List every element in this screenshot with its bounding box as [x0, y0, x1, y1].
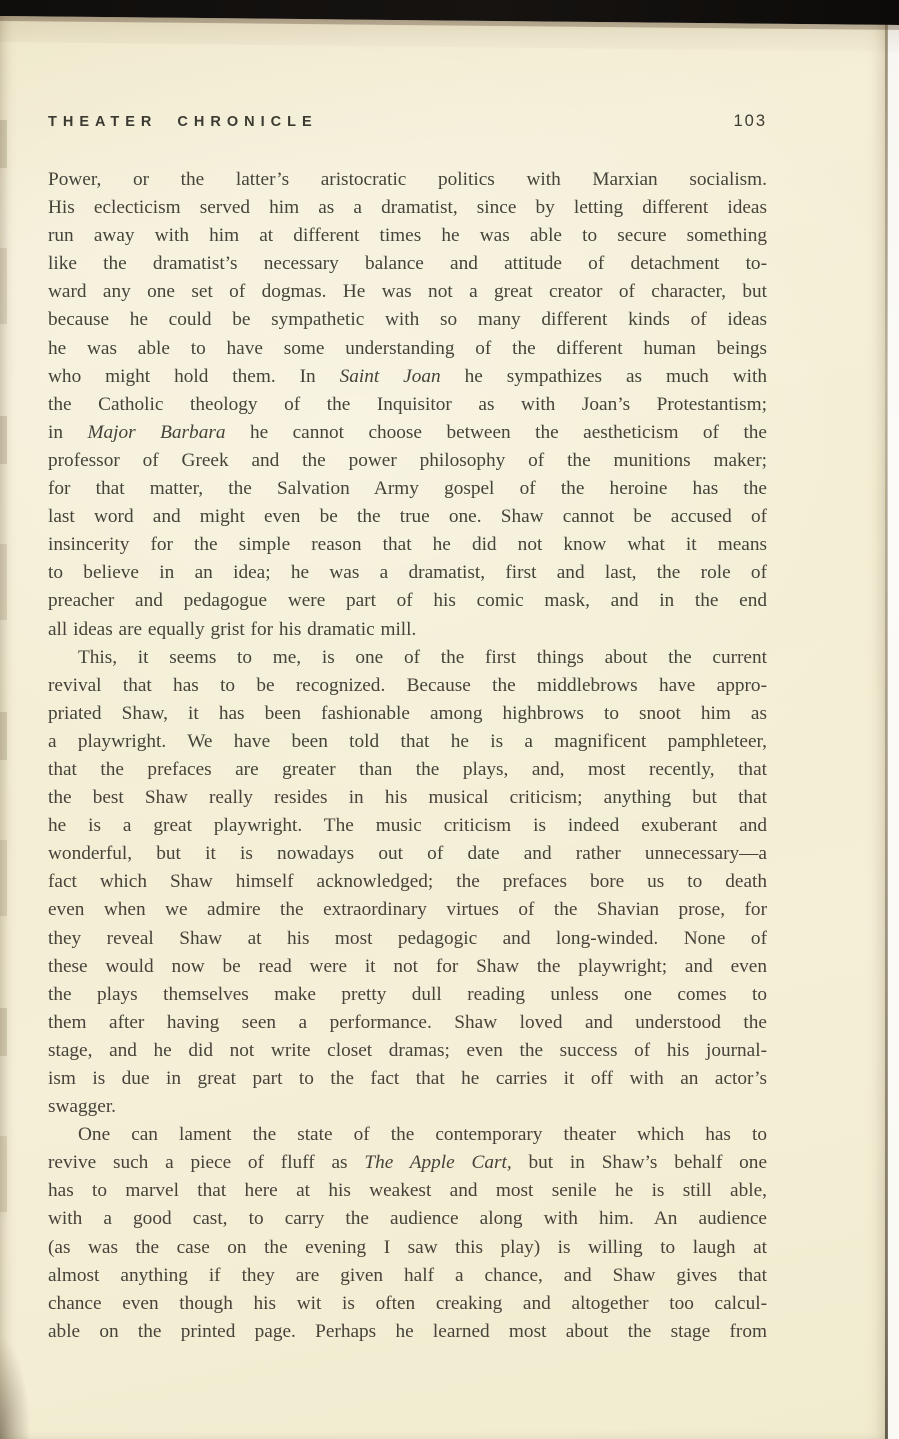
text-segment: wonderful, but it is nowadays out of date and rather unnecessary—a [48, 843, 767, 865]
text-segment: revival that has to be recognized. Because the middlebrows have appro- [48, 674, 767, 696]
text-line [48, 1290, 767, 1318]
text-line [48, 1205, 767, 1233]
text-segment: insincerity for the simple reason that he did not know what it means [48, 534, 767, 556]
text-line [48, 587, 767, 615]
text-line [48, 391, 767, 419]
text-line [48, 166, 767, 194]
text-line [48, 1121, 767, 1149]
text-line [48, 1234, 767, 1262]
running-header [48, 112, 767, 131]
text-segment: chance even though his wit is often creaking and altogether too calcul- [48, 1292, 767, 1314]
italic-text: The Apple Cart, [364, 1152, 512, 1174]
text-line [48, 475, 767, 503]
text-segment: professor of Greek and the power philosophy of the munitions maker; [48, 449, 767, 471]
text-segment: like the dramatist’s necessary balance and attitude of detachment to- [48, 253, 767, 275]
scan-left-blemishes [0, 120, 7, 1220]
text-line [48, 1262, 767, 1290]
text-line [48, 981, 767, 1009]
text-line [48, 644, 767, 672]
text-line [48, 250, 767, 278]
text-segment: Power, or the latter’s aristocratic politics with Marxian socialism. [48, 169, 767, 190]
italic-text: Saint Joan [339, 365, 441, 387]
text-line [48, 222, 767, 250]
text-line [48, 1093, 767, 1121]
text-segment: in [48, 421, 88, 443]
italic-text: Major Barbara [87, 421, 226, 443]
text-segment: priated Shaw, it has been fashionable among highbrows to snoot him as [48, 702, 767, 724]
text-segment: he is a great playwright. The music criticism is indeed exuberant and [48, 815, 767, 837]
text-line [48, 812, 767, 840]
text-line [48, 1318, 767, 1346]
text-segment: preacher and pedagogue were part of his comic mask, and in the end [48, 590, 767, 612]
text-line [48, 1177, 767, 1205]
text-segment: ism is due in great part to the fact that he carries it off with an actor’s [48, 1068, 767, 1089]
text-segment: who might hold them. In [48, 365, 340, 387]
text-line [48, 419, 767, 447]
text-segment: the best Shaw really resides in his musical criticism; anything but that [48, 787, 767, 809]
paragraph [48, 1121, 767, 1346]
text-line [48, 953, 767, 981]
running-head-title: THEATER CHRONICLE [48, 114, 318, 130]
text-segment: he sympathizes as much with [440, 365, 767, 387]
text-line [48, 868, 767, 896]
text-line [48, 1065, 767, 1093]
text-segment: all ideas are equally grist for his dramatic mill. [48, 618, 417, 640]
body-text [48, 166, 767, 1346]
text-line [48, 700, 767, 728]
text-segment: them after having seen a performance. Shaw loved and understood the [48, 1011, 767, 1033]
text-segment: that the prefaces are greater than the plays, and, most recently, that [48, 758, 767, 780]
text-line [48, 531, 767, 559]
text-segment: he was able to have some understanding of the different human beings [48, 337, 767, 359]
text-line [48, 306, 767, 334]
text-line [48, 896, 767, 924]
text-line [48, 756, 767, 784]
paragraph [48, 166, 767, 644]
text-line [48, 728, 767, 756]
text-segment: swagger. [48, 1096, 117, 1118]
text-segment: able on the printed page. Perhaps he learned most about the stage from [48, 1320, 767, 1342]
text-segment: to believe in an idea; he was a dramatist, first and last, the role of [48, 562, 767, 584]
text-segment: they reveal Shaw at his most pedagogic and long-winded. None of [48, 927, 767, 949]
page-edge-backdrop [887, 22, 899, 1439]
page-number: 103 [733, 112, 767, 130]
text-segment: fact which Shaw himself acknowledged; the prefaces bore us to death [48, 871, 767, 893]
text-line [48, 616, 767, 644]
text-segment: run away with him at different times he was able to secure something [48, 225, 767, 247]
text-segment: the plays themselves make pretty dull reading unless one comes to [48, 983, 767, 1005]
text-line [48, 784, 767, 812]
text-line [48, 925, 767, 953]
text-segment: a playwright. We have been told that he is a magnificent pamphleteer, [48, 730, 767, 752]
text-line [48, 1037, 767, 1065]
text-segment: One can lament the state of the contemporary theater which has to [78, 1124, 767, 1146]
text-line [48, 447, 767, 475]
text-segment: revive such a piece of fluff as [48, 1152, 365, 1174]
text-segment: because he could be sympathetic with so many different kinds of ideas [48, 309, 767, 331]
text-segment: for that matter, the Salvation Army gospel of the heroine has the [48, 478, 767, 500]
text-segment: he cannot choose between the aestheticism of the [225, 421, 767, 443]
text-line [48, 363, 767, 391]
text-segment: but in Shaw’s behalf one [511, 1152, 767, 1174]
text-segment: (as was the case on the evening I saw this play) is willing to laugh at [48, 1236, 767, 1258]
text-line [48, 672, 767, 700]
text-segment: almost anything if they are given half a chance, and Shaw gives that [48, 1264, 767, 1286]
text-segment: even when we admire the extraordinary virtues of the Shavian prose, for [48, 899, 767, 921]
text-line [48, 335, 767, 363]
text-line [48, 194, 767, 222]
paragraph [48, 644, 767, 1122]
text-segment: the Catholic theology of the Inquisitor as with Joan’s Protestantism; [48, 393, 767, 415]
text-segment: last word and might even be the true one. Shaw cannot be accused of [48, 506, 767, 528]
page-edge-line [885, 24, 888, 1439]
text-segment: these would now be read were it not for Shaw the playwright; and even [48, 955, 767, 977]
text-segment: stage, and he did not write closet dramas; even the success of his journal- [48, 1039, 767, 1061]
text-line [48, 840, 767, 868]
text-line [48, 559, 767, 587]
text-line [48, 503, 767, 531]
text-segment: This, it seems to me, is one of the first things about the current [78, 646, 767, 668]
text-segment: has to marvel that here at his weakest and most senile he is still able, [48, 1180, 767, 1202]
text-line [48, 1009, 767, 1037]
scan-corner-shadow [0, 1339, 30, 1439]
text-line [48, 278, 767, 306]
text-segment: with a good cast, to carry the audience along with him. An audience [48, 1208, 767, 1230]
text-segment: ward any one set of dogmas. He was not a great creator of character, but [48, 281, 767, 303]
text-line [48, 1149, 767, 1177]
text-segment: His eclecticism served him as a dramatist, since by letting different ideas [48, 197, 767, 219]
